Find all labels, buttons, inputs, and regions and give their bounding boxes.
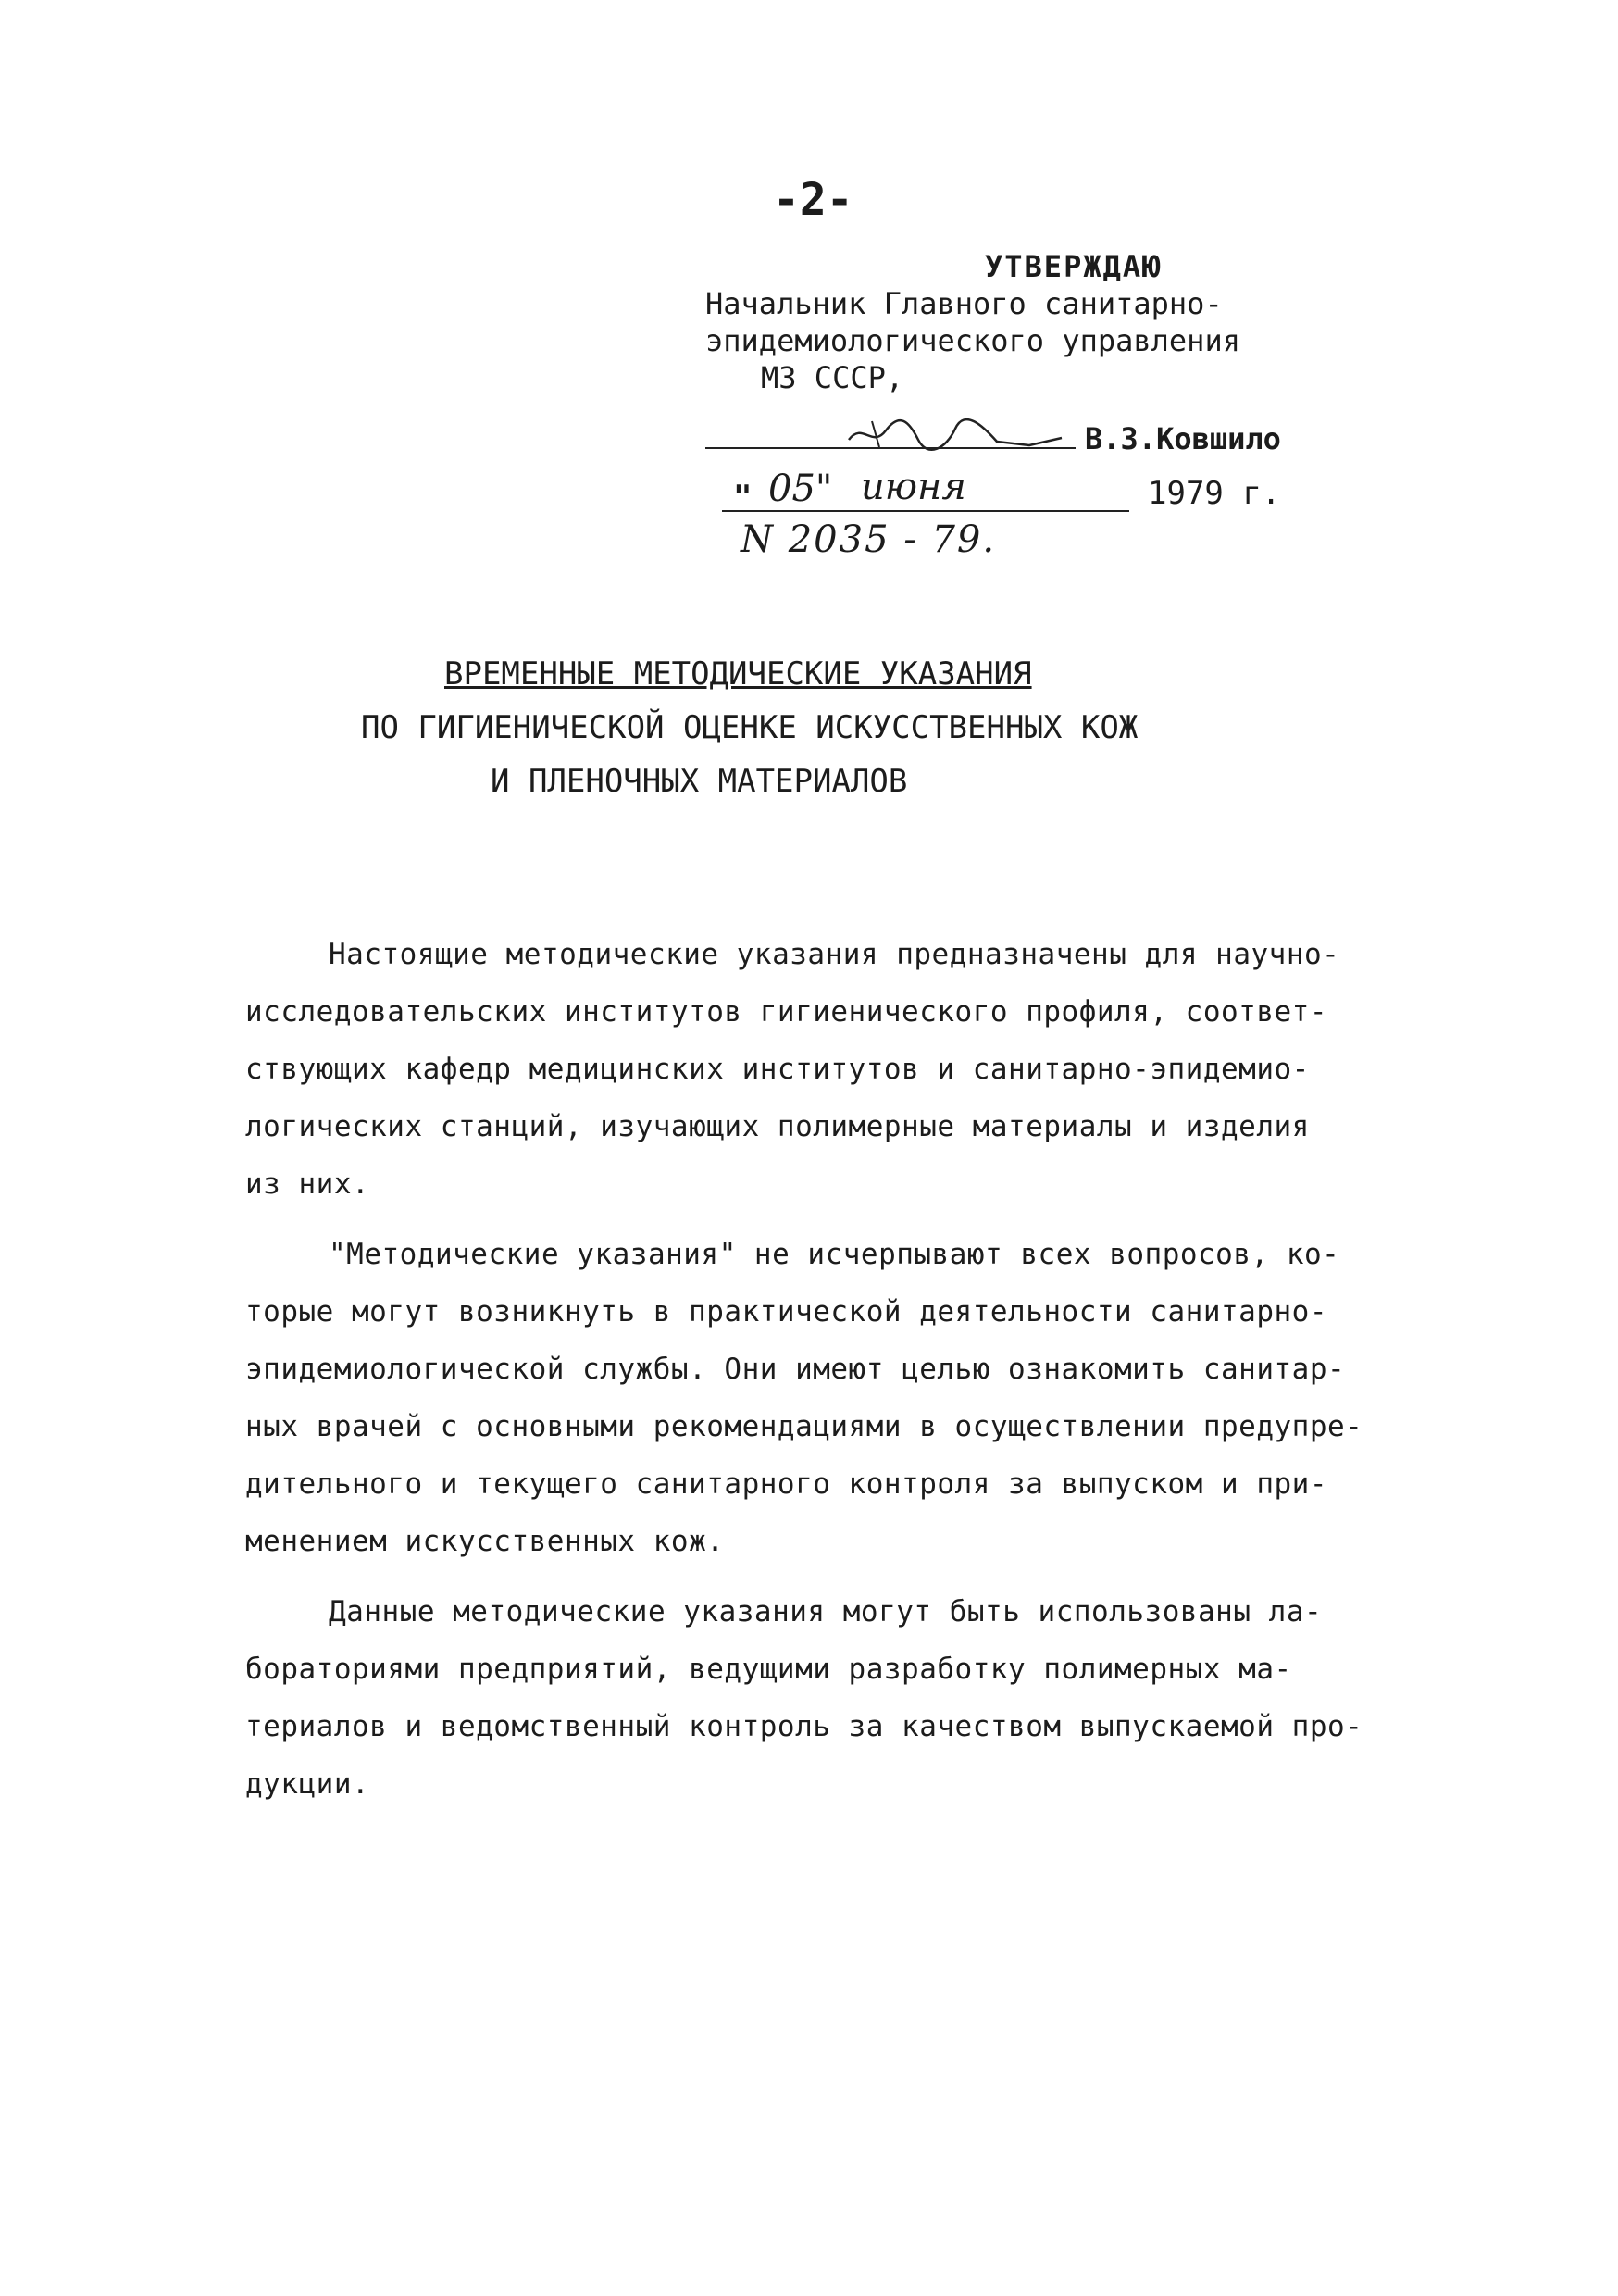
- text-line: дительного и текущего санитарного контроля за выпуском и при-: [245, 1467, 1327, 1501]
- approval-title: УТВЕРЖДАЮ: [985, 249, 1163, 284]
- approval-position-line: МЗ СССР,: [761, 360, 904, 395]
- text-line: логических станций, изучающих полимерные материалы и изделия: [245, 1110, 1310, 1143]
- text-line: дукции.: [245, 1767, 370, 1801]
- signature-line: [705, 447, 1076, 449]
- paragraph: [245, 1583, 1384, 1813]
- text-line: менением искусственных кож.: [245, 1525, 725, 1558]
- approval-position-line: Начальник Главного санитарно-: [705, 286, 1223, 321]
- text-line: эпидемиологической службы. Они имеют целью ознакомить санитар-: [245, 1353, 1346, 1386]
- date-month: июня: [861, 466, 966, 508]
- text-line: исследовательских институтов гигиенического профиля, соответ-: [245, 995, 1327, 1029]
- approval-position-line: эпидемиологического управления: [705, 323, 1240, 358]
- text-line: ствующих кафедр медицинских институтов и санитарно-эпидемио-: [245, 1053, 1310, 1086]
- date-open-quote: ": [733, 479, 753, 516]
- handwritten-signature: [844, 412, 1066, 458]
- date-day: 05": [768, 468, 833, 510]
- text-line: териалов и ведомственный контроль за качеством выпускаемой про-: [245, 1710, 1363, 1743]
- text-line: из них.: [245, 1167, 370, 1201]
- document-number: N 2035 - 79.: [741, 518, 997, 561]
- paragraph: [245, 1226, 1384, 1570]
- text-line: ных врачей с основными рекомендациями в осуществлении предупре-: [245, 1410, 1363, 1443]
- signer-name: В.З.Ковшило: [1085, 421, 1281, 456]
- text-line: Настоящие методические указания предназначены для научно-: [329, 938, 1340, 971]
- title-line: ПО ГИГИЕНИЧЕСКОЙ ОЦЕНКЕ ИСКУССТВЕННЫХ КОЖ: [361, 709, 1139, 746]
- paragraph: [245, 926, 1384, 1213]
- text-line: Данные методические указания могут быть использованы ла-: [329, 1595, 1323, 1628]
- text-line: "Методические указания" не исчерпывают всех вопросов, ко-: [329, 1238, 1340, 1271]
- text-line: бораториями предприятий, ведущими разработку полимерных ма-: [245, 1653, 1292, 1686]
- date-year: 1979 г.: [1148, 475, 1281, 512]
- approval-block: [705, 248, 1335, 396]
- approval-date: [722, 458, 1314, 523]
- title-line: ВРЕМЕННЫЕ МЕТОДИЧЕСКИЕ УКАЗАНИЯ: [444, 655, 1032, 693]
- page-number: -2-: [773, 174, 853, 226]
- date-line: [722, 510, 1129, 512]
- text-line: торые могут возникнуть в практической деятельности санитарно-: [245, 1295, 1327, 1329]
- body-text: [245, 926, 1384, 1813]
- title-line: И ПЛЕНОЧНЫХ МАТЕРИАЛОВ: [491, 763, 908, 800]
